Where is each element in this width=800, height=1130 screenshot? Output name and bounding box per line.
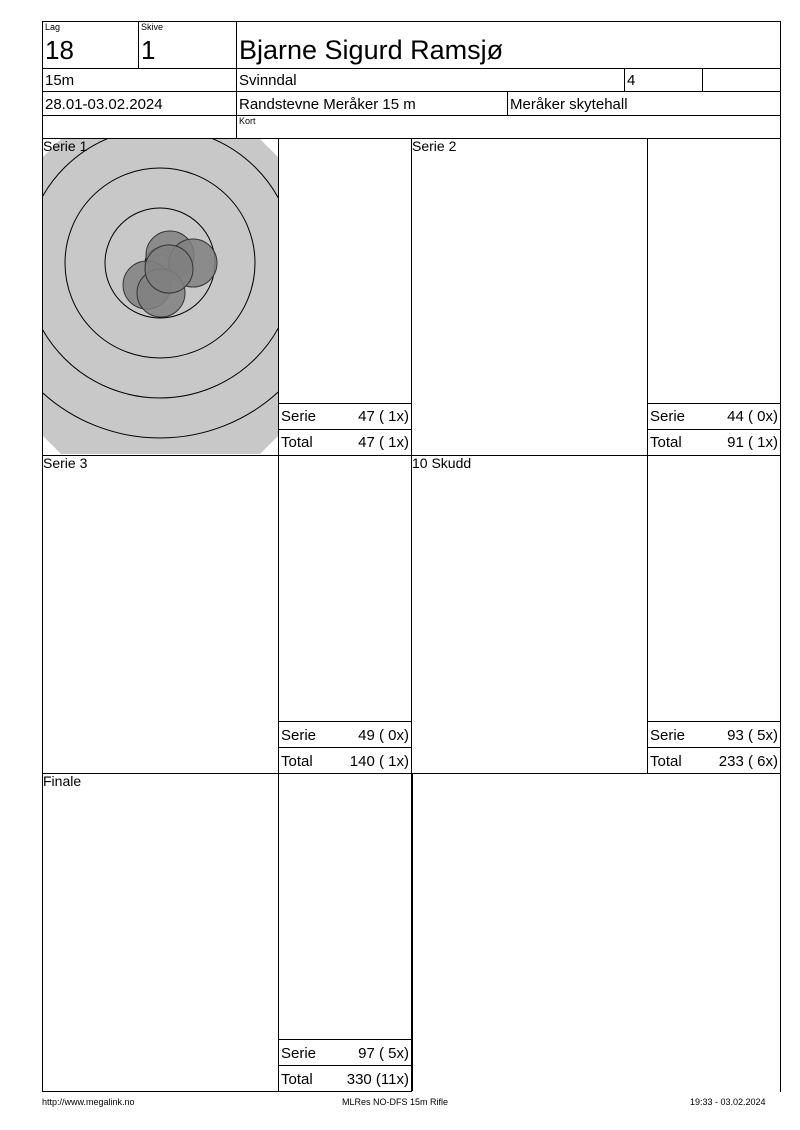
target-finale <box>43 774 278 1089</box>
serie-value: 49 ( 0x) <box>358 727 409 744</box>
program-field: Kort <box>239 116 256 126</box>
club-number-field: 4 <box>627 72 636 89</box>
target-10-skudd <box>412 456 647 771</box>
venue-field: Meråker skytehall <box>510 96 628 113</box>
target-serie-3 <box>43 456 278 771</box>
skive-value: 1 <box>141 35 156 65</box>
shooter-name: Bjarne Sigurd Ramsjø <box>239 35 504 65</box>
serie-label: Serie <box>650 408 686 425</box>
total-label: Total <box>281 434 313 451</box>
shot-list-finale <box>278 774 411 1038</box>
series-label: Serie 2 <box>412 139 457 154</box>
serie-label: Serie <box>650 727 686 744</box>
serie-label: Serie <box>281 727 317 744</box>
total-value: 330 (11x) <box>346 1071 409 1088</box>
series-label: Finale <box>43 774 82 789</box>
lag-value: 18 <box>45 35 74 65</box>
class-field: 15m <box>45 72 75 89</box>
serie-value: 47 ( 1x) <box>358 408 409 425</box>
event-field: Randstevne Meråker 15 m <box>239 96 416 113</box>
lag-label: Lag <box>45 22 61 32</box>
club-field: Svinndal <box>239 72 297 89</box>
serie-value: 93 ( 5x) <box>727 727 778 744</box>
serie-label: Serie <box>281 1045 317 1062</box>
shot-list-serie-2 <box>647 139 780 403</box>
total-label: Total <box>281 1071 313 1088</box>
total-value: 91 ( 1x) <box>727 434 778 451</box>
series-label: 10 Skudd <box>412 456 472 471</box>
serie-label: Serie <box>281 408 317 425</box>
shot-list-serie-1 <box>278 139 411 403</box>
total-value: 140 ( 1x) <box>349 753 409 770</box>
series-label: Serie 3 <box>43 456 88 471</box>
total-value: 233 ( 6x) <box>718 753 778 770</box>
total-value: 47 ( 1x) <box>358 434 409 451</box>
skive-label: Skive <box>141 22 164 32</box>
target-serie-1 <box>43 139 278 454</box>
series-label: Serie 1 <box>43 139 88 154</box>
shot-list-10-skudd <box>647 456 780 720</box>
total-label: Total <box>650 434 682 451</box>
total-label: Total <box>281 753 313 770</box>
serie-value: 44 ( 0x) <box>727 408 778 425</box>
footer-software: MLRes NO-DFS 15m Rifle <box>342 1097 449 1107</box>
dates-field: 28.01-03.02.2024 <box>45 96 163 113</box>
target-serie-2 <box>412 139 647 454</box>
footer-timestamp: 19:33 - 03.02.2024 <box>690 1097 766 1107</box>
shot-hole <box>145 245 193 293</box>
shot-list-serie-3 <box>278 456 411 720</box>
footer-url[interactable]: http://www.megalink.no <box>42 1097 135 1107</box>
total-label: Total <box>650 753 682 770</box>
serie-value: 97 ( 5x) <box>358 1045 409 1062</box>
